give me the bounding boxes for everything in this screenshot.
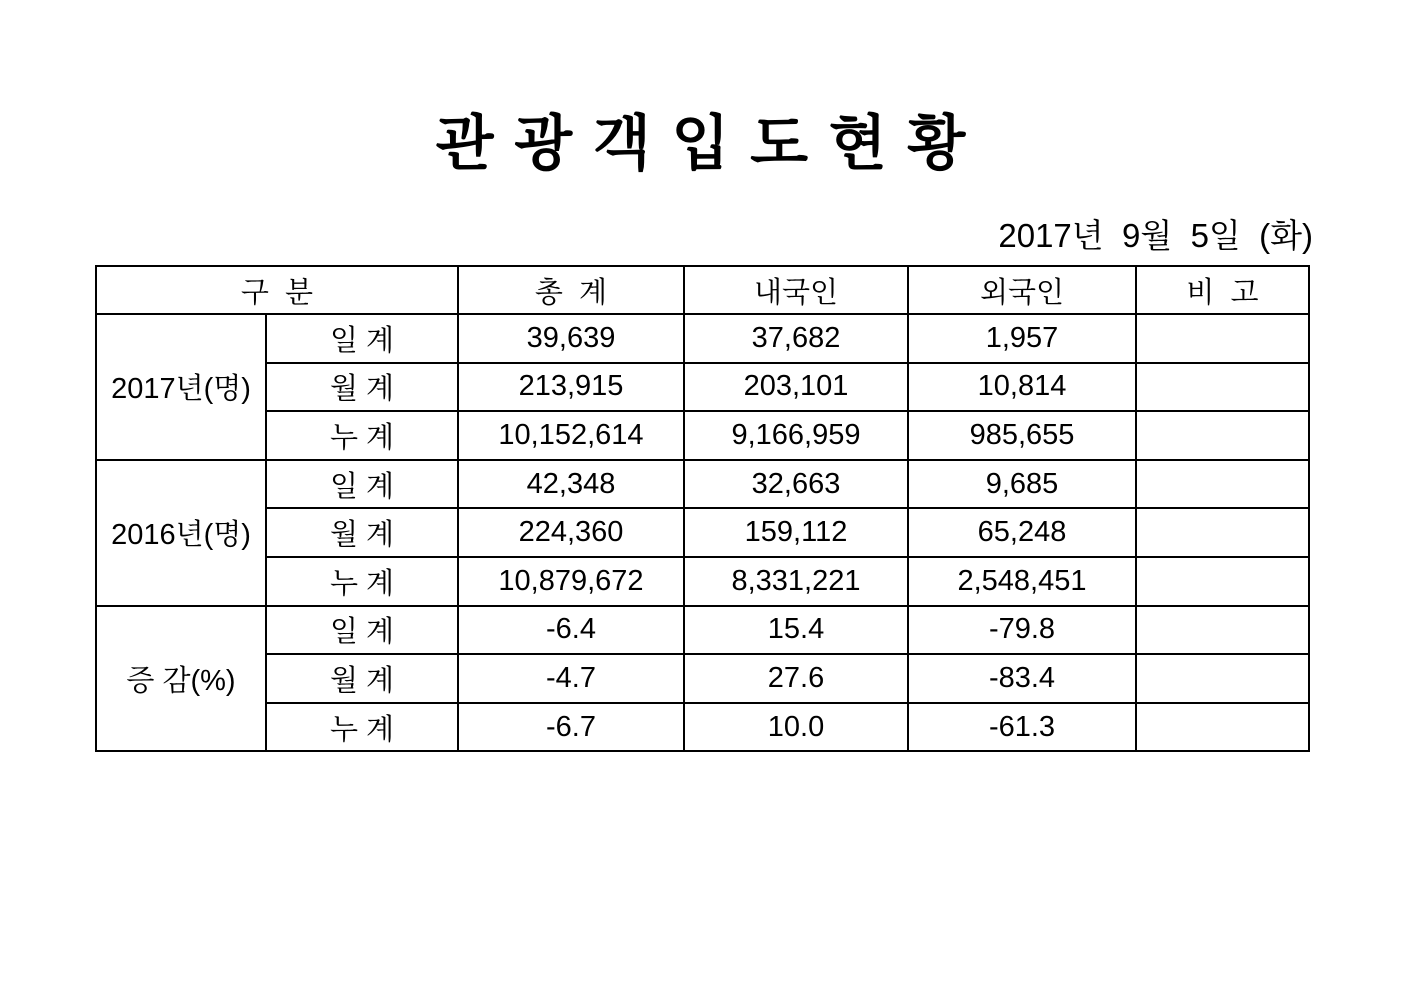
- row-label: 누 계: [266, 411, 458, 460]
- table-row: [96, 557, 1309, 606]
- cell-total: -4.7: [458, 654, 684, 703]
- group-label-2016: 2016년(명): [96, 460, 266, 606]
- header-note: 비 고: [1136, 266, 1309, 314]
- row-label: 월 계: [266, 654, 458, 703]
- row-label: 일 계: [266, 460, 458, 509]
- header-domestic: 내국인: [684, 266, 908, 314]
- cell-domestic: 8,331,221: [684, 557, 908, 606]
- cell-note: [1136, 411, 1309, 460]
- cell-domestic: 203,101: [684, 363, 908, 412]
- cell-total: -6.7: [458, 703, 684, 752]
- cell-domestic: 27.6: [684, 654, 908, 703]
- page-title: 관 광 객 입 도 현 황: [435, 110, 968, 177]
- header-gubun: 구 분: [96, 266, 458, 314]
- table-row: [96, 460, 1309, 509]
- cell-domestic: 37,682: [684, 314, 908, 363]
- table-header-row: [96, 266, 1309, 314]
- cell-note: [1136, 508, 1309, 557]
- header-total: 총 계: [458, 266, 684, 314]
- cell-foreign: -79.8: [908, 606, 1136, 655]
- cell-note: [1136, 703, 1309, 752]
- cell-total: 39,639: [458, 314, 684, 363]
- cell-total: 224,360: [458, 508, 684, 557]
- cell-note: [1136, 606, 1309, 655]
- cell-note: [1136, 654, 1309, 703]
- table-row: [96, 314, 1309, 363]
- header-foreign: 외국인: [908, 266, 1136, 314]
- cell-domestic: 15.4: [684, 606, 908, 655]
- cell-note: [1136, 460, 1309, 509]
- cell-domestic: 10.0: [684, 703, 908, 752]
- cell-foreign: 9,685: [908, 460, 1136, 509]
- cell-total: 42,348: [458, 460, 684, 509]
- table-row: [96, 606, 1309, 655]
- cell-total: 10,879,672: [458, 557, 684, 606]
- cell-note: [1136, 314, 1309, 363]
- cell-total: 10,152,614: [458, 411, 684, 460]
- table-row: [96, 508, 1309, 557]
- group-label-change: 증 감(%): [96, 606, 266, 752]
- cell-foreign: 1,957: [908, 314, 1136, 363]
- row-label: 일 계: [266, 314, 458, 363]
- row-label: 누 계: [266, 557, 458, 606]
- tourist-arrival-table: [95, 265, 1310, 752]
- table-row: [96, 411, 1309, 460]
- cell-total: 213,915: [458, 363, 684, 412]
- cell-note: [1136, 557, 1309, 606]
- row-label: 누 계: [266, 703, 458, 752]
- row-label: 월 계: [266, 508, 458, 557]
- group-label-2017: 2017년(명): [96, 314, 266, 460]
- cell-total: -6.4: [458, 606, 684, 655]
- cell-foreign: 65,248: [908, 508, 1136, 557]
- cell-note: [1136, 363, 1309, 412]
- cell-domestic: 159,112: [684, 508, 908, 557]
- report-date: 2017년 9월 5일 (화): [998, 217, 1313, 254]
- cell-foreign: 985,655: [908, 411, 1136, 460]
- cell-foreign: 2,548,451: [908, 557, 1136, 606]
- cell-foreign: 10,814: [908, 363, 1136, 412]
- table-row: [96, 363, 1309, 412]
- table-row: [96, 703, 1309, 752]
- cell-foreign: -61.3: [908, 703, 1136, 752]
- row-label: 일 계: [266, 606, 458, 655]
- table-row: [96, 654, 1309, 703]
- cell-domestic: 32,663: [684, 460, 908, 509]
- cell-domestic: 9,166,959: [684, 411, 908, 460]
- row-label: 월 계: [266, 363, 458, 412]
- cell-foreign: -83.4: [908, 654, 1136, 703]
